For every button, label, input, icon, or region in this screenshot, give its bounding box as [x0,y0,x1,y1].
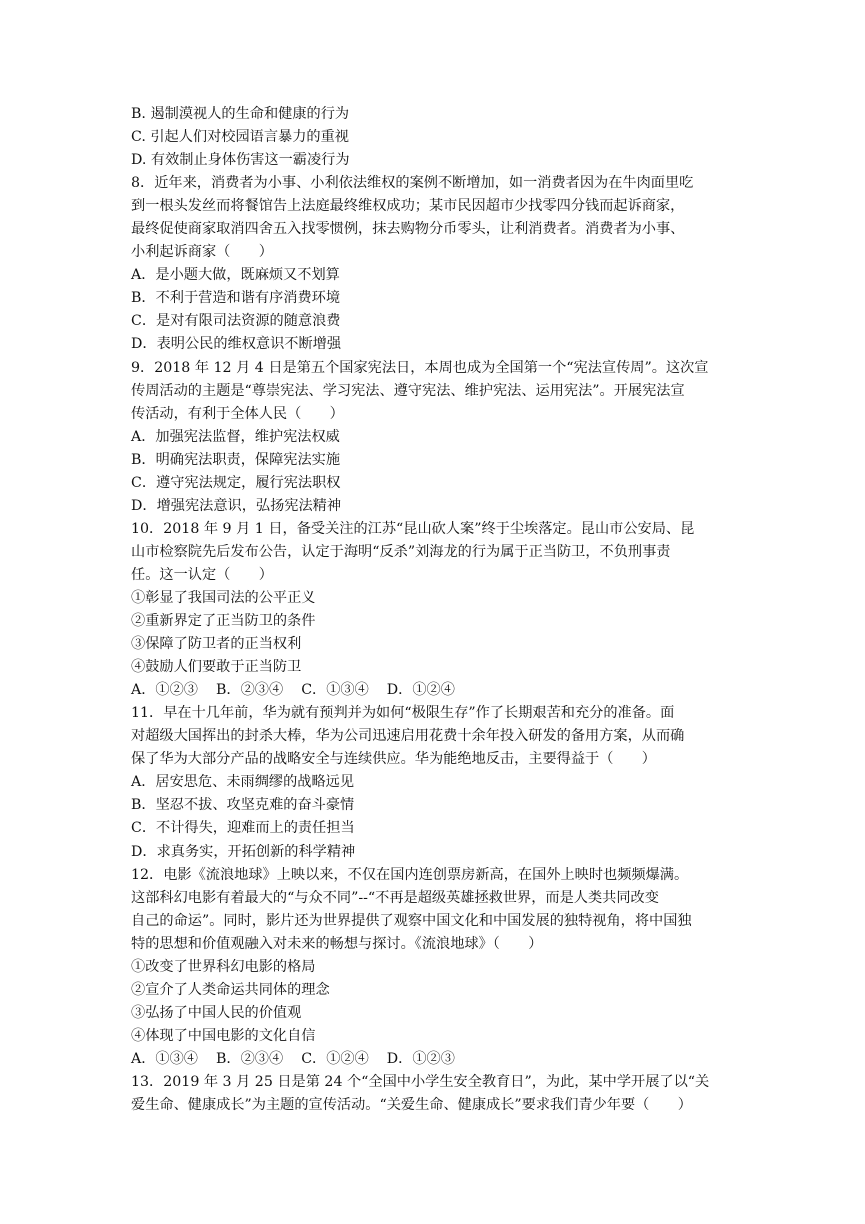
question-text-line: 8．近年来，消费者为小事、小利依法维权的案例不断增加，如一消费者因为在牛肉面里吃 [131,175,694,192]
option-b: B．明确宪法职责，保障宪法实施 [131,451,341,468]
option-a: A．加强宪法监督，维护宪法权威 [131,428,340,445]
option-c: C. 引起人们对校园语言暴力的重视 [131,129,349,146]
choice-row [131,679,737,702]
statement-3: ③保障了防卫者的正当权利 [131,636,302,653]
question-text-line: 自己的命运”。同时，影片还为世界提供了观察中国文化和中国发展的独特视角，将中国独 [131,912,692,929]
question-text-line: 到一根头发丝而将餐馆告上法庭最终维权成功；某市民因超市少找零四分钱而起诉商家， [131,198,685,215]
choice-d: D．①②④ [386,682,455,699]
choice-c: C．①②④ [301,1050,369,1067]
question-text-line: 爱生命、健康成长”为主题的宣传活动。“关爱生命、健康成长”要求我们青少年要（ ） [131,1097,692,1114]
option-d: D. 有效制止身体伤害这一霸凌行为 [131,152,350,169]
question-text-line: 最终促使商家取消四舍五入找零惯例，抹去购物分币零头，让利消费者。消费者为小事、 [131,221,685,238]
option-c: C．不计得失，迎难而上的责任担当 [131,820,355,837]
option-c: C．是对有限司法资源的随意浪费 [131,313,341,330]
question-text-line: 10．2018 年 9 月 1 日，备受关注的江苏“昆山砍人案”终于尘埃落定。昆山市公安局、昆 [131,520,695,537]
option-d: D．求真务实，开拓创新的科学精神 [131,843,356,860]
question-11 [131,702,737,863]
choice-d: D．①②③ [386,1050,455,1067]
question-text-line: 特的思想和价值观融入对未来的畅想与探讨。《流浪地球》（ ） [131,935,543,952]
choice-c: C．①③④ [301,682,369,699]
question-8 [131,172,737,356]
question-text-line: 山市检察院先后发布公告，认定于海明“反杀”刘海龙的行为属于正当防卫，不负刑事责 [131,543,671,560]
option-b: B．不利于营造和谐有序消费环境 [131,290,341,307]
question-7-options [131,103,737,172]
statement-4: ④体现了中国电影的文化自信 [131,1027,316,1044]
question-text-line: 对超级大国挥出的封杀大棒，华为公司迅速启用花费十余年投入研发的备用方案，从而确 [131,728,685,745]
statement-2: ②重新界定了正当防卫的条件 [131,613,316,630]
question-text-line: 13．2019 年 3 月 25 日是第 24 个“全国中小学生安全教育日”，为此，某中学开展了以“关 [131,1073,710,1090]
question-13 [131,1071,737,1117]
option-b: B. 遏制漠视人的生命和健康的行为 [131,106,350,122]
question-9 [131,357,737,518]
option-a: A．是小题大做，既麻烦又不划算 [131,267,340,284]
statement-2: ②宣介了人类命运共同体的理念 [131,981,330,998]
choice-b: B．②③④ [216,682,284,699]
choice-a: A．①③④ [131,1050,198,1067]
option-b: B．坚忍不拔、攻坚克难的奋斗豪情 [131,797,355,814]
question-10 [131,518,737,702]
question-text-line: 9．2018 年 12 月 4 日是第五个国家宪法日，本周也成为全国第一个“宪法宣传周”。这次宣 [131,359,709,376]
question-text-line: 11．早在十几年前，华为就有预判并为如何“极限生存”作了长期艰苦和充分的准备。面 [131,705,675,722]
option-d: D．表明公民的维权意识不断增强 [131,336,342,353]
question-text-line: 这部科幻电影有着最大的“与众不同”--“不再是超级英雄拯救世界，而是人类共同改变 [131,889,659,906]
exam-page [131,103,737,1117]
choice-b: B．②③④ [216,1050,284,1067]
question-12 [131,864,737,1071]
option-c: C．遵守宪法规定，履行宪法职权 [131,474,341,491]
statement-1: ①彰显了我国司法的公平正义 [131,589,316,606]
statement-1: ①改变了世界科幻电影的格局 [131,958,316,975]
statement-3: ③弘扬了中国人民的价值观 [131,1004,302,1021]
question-text-line: 保了华为大部分产品的战略安全与连续供应。华为能绝地反击，主要得益于（ ） [131,751,656,768]
option-d: D．增强宪法意识，弘扬宪法精神 [131,497,342,514]
question-text-line: 传周活动的主题是“尊崇宪法、学习宪法、遵守宪法、维护宪法、运用宪法”。开展宪法宣 [131,382,685,399]
option-a: A．居安思危、未雨绸缪的战略远见 [131,774,355,791]
choice-row [131,1048,737,1071]
statement-4: ④鼓励人们要敢于正当防卫 [131,659,302,676]
choice-a: A．①②③ [131,682,198,699]
question-text-line: 任。这一认定（ ） [131,566,273,583]
question-text-line: 传活动，有利于全体人民（ ） [131,405,344,422]
question-text-line: 小利起诉商家（ ） [131,244,273,261]
question-text-line: 12．电影《流浪地球》上映以来，不仅在国内连创票房新高，在国外上映时也频频爆满。 [131,866,689,883]
